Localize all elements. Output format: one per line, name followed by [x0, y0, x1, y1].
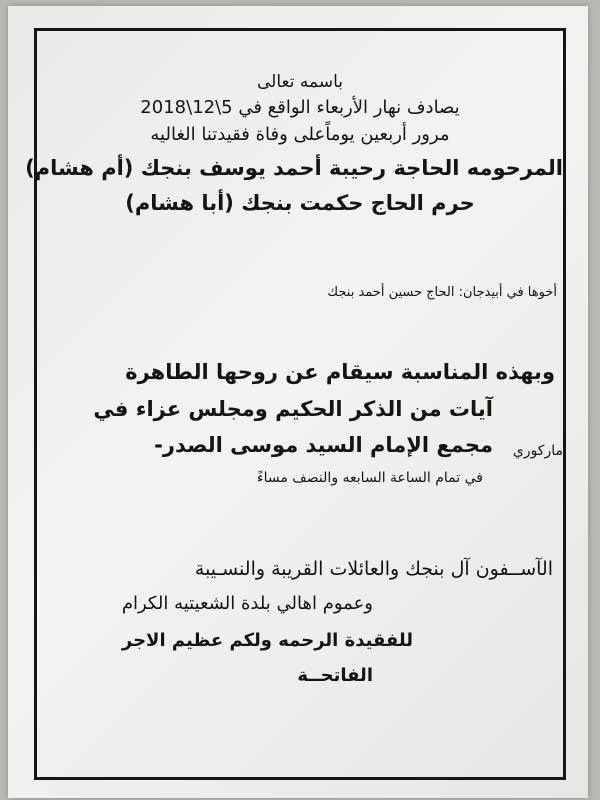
- forty-days-line: مرور أربعين يوماًعلى وفاة فقيدتنا الغاليه: [150, 124, 450, 145]
- date-line: يصادف نهار الأربعاء الواقع في 5\12\2018: [140, 97, 460, 118]
- mourners-line-1: الآســفون آل بنجك والعائلات القريبة والنسـيبة: [194, 558, 553, 580]
- fatiha-line: الفاتحــة: [297, 665, 373, 686]
- mourners-line-2: وعموم اهالي بلدة الشعيتيه الكرام: [121, 593, 373, 614]
- notice-frame: [25, 28, 566, 780]
- occasion-line-2: آيات من الذكر الحكيم ومجلس عزاء في: [93, 397, 493, 421]
- occasion-line-1: وبهذه المناسبة سيقام عن روحها الطاهرة: [125, 360, 555, 384]
- brother-line: أخوها في أبيدجان: الحاج حسين أحمد بنجك: [327, 285, 557, 300]
- basmala: باسمه تعالى: [257, 72, 343, 92]
- notice-content: [25, 31, 563, 777]
- deceased-name: المرحومه الحاجة رحيبة أحمد يوسف بنجك (أم هشام): [25, 156, 563, 180]
- closing-line: للفقيدة الرحمه ولكم عظيم الاجر: [121, 630, 413, 651]
- venue-line: مجمع الإمام السيد موسى الصدر-: [154, 433, 493, 457]
- paper-sheet: [8, 6, 588, 798]
- wife-of-line: حرم الحاج حكمت بنجك (أبا هشام): [125, 191, 475, 215]
- venue-area: ماركوري: [512, 443, 563, 459]
- time-line: في تمام الساعة السابعه والنصف مساءً: [257, 470, 483, 486]
